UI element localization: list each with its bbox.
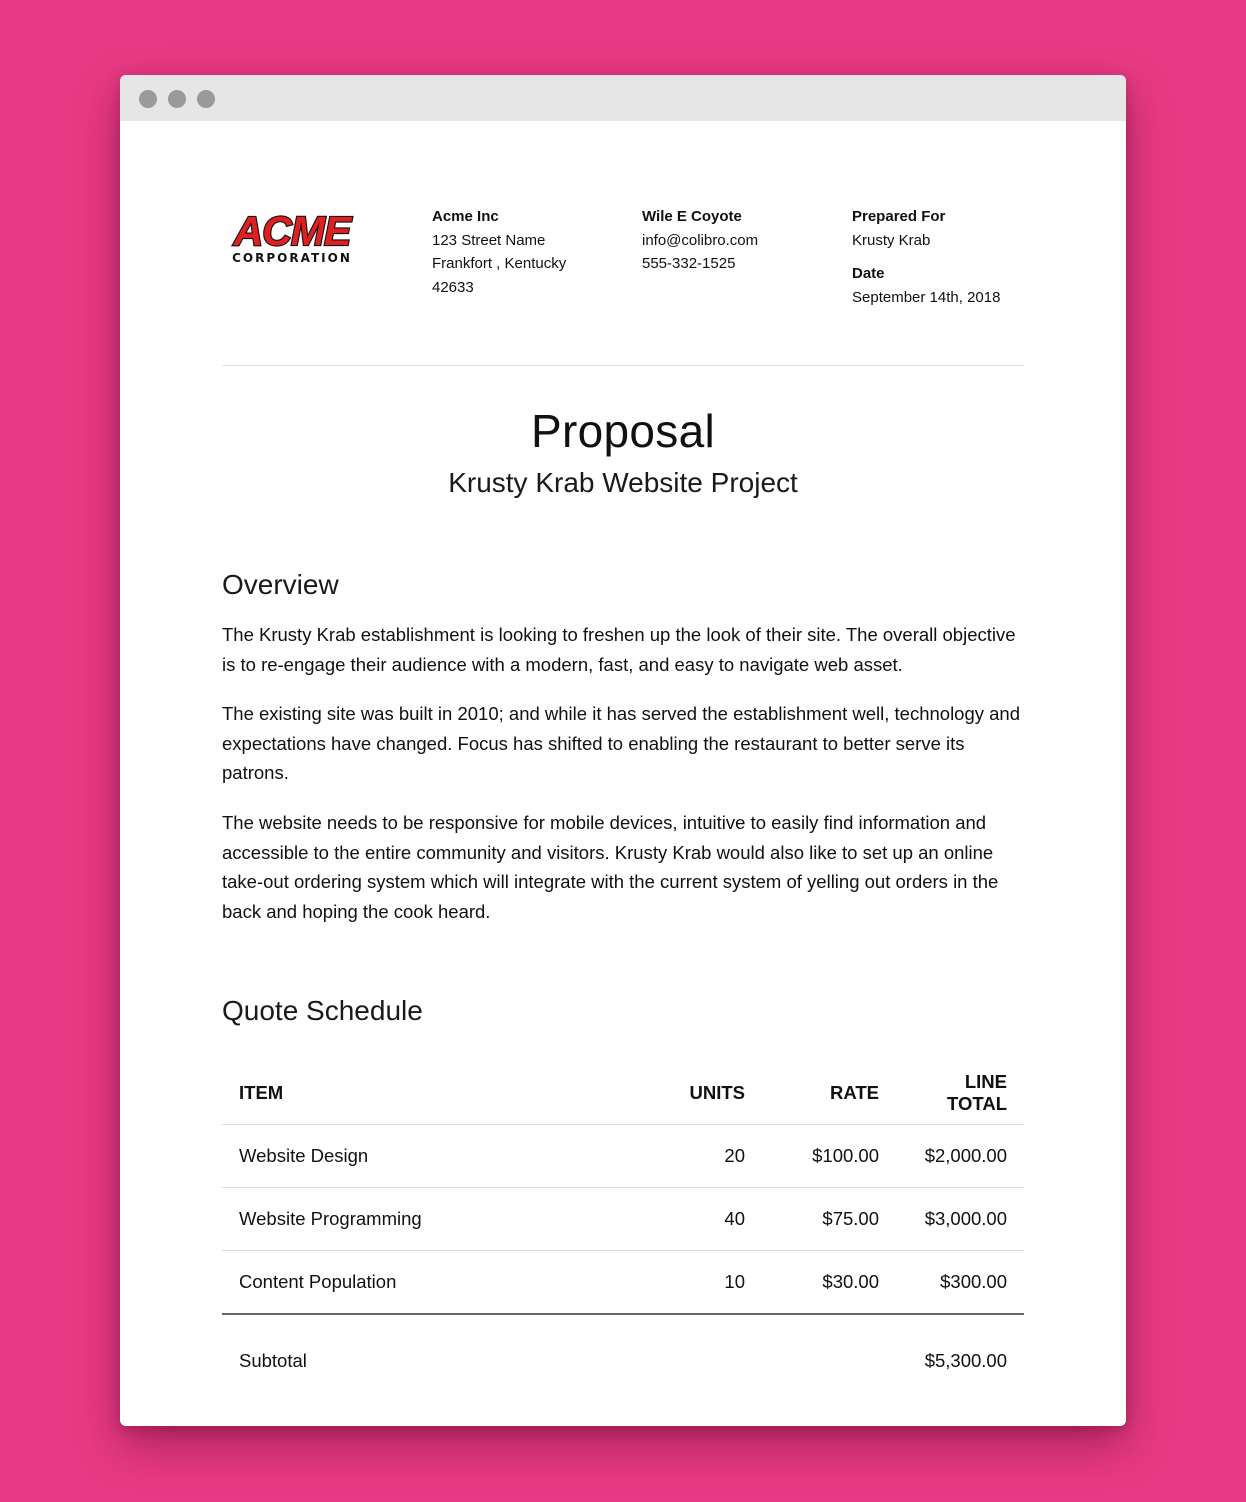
company-street: 123 Street Name (432, 231, 546, 249)
browser-window (120, 75, 1126, 1426)
subtotal-value: $5,300.00 (924, 1350, 1007, 1372)
contact-name: Wile E Coyote (642, 208, 742, 225)
overview-heading: Overview (222, 569, 339, 600)
document-body (222, 121, 1024, 1407)
subtotal-row (222, 1314, 1024, 1407)
window-control-dot[interactable] (168, 90, 186, 108)
line-total-cell: $3,000.00 (896, 1188, 1024, 1251)
window-control-dot[interactable] (197, 90, 215, 108)
logo-tagline: CORPORATION (232, 251, 352, 265)
date-value: September 14th, 2018 (852, 288, 1001, 306)
overview-paragraph: The existing site was built in 2010; and while it has served the establishment well, technology and expectations have changed. Focus has shifted to enabling the restaurant to better serve its patrons. (222, 703, 1021, 784)
document-header (222, 121, 1024, 366)
quote-table (222, 1062, 1024, 1407)
quote-schedule-heading: Quote Schedule (222, 995, 423, 1027)
column-header-item: ITEM (222, 1062, 662, 1125)
table-row (222, 1125, 1024, 1188)
acme-logo (222, 207, 362, 267)
table-row (222, 1188, 1024, 1251)
company-zip: 42633 (432, 278, 474, 296)
contact-email[interactable]: info@colibro.com (642, 231, 759, 249)
item-cell: Website Programming (222, 1188, 662, 1251)
window-control-dot[interactable] (139, 90, 157, 108)
company-info (432, 205, 612, 299)
overview-paragraph: The Krusty Krab establishment is looking to freshen up the look of their site. The overall objective is to re-engage their audience with a modern, fast, and easy to navigate web asset. (222, 624, 1016, 675)
units-cell: 40 (662, 1188, 762, 1251)
line-total-cell: $300.00 (896, 1251, 1024, 1315)
overview-paragraph: The website needs to be responsive for mobile devices, intuitive to easily find information and accessible to the entire community and visitors. Krusty Krab would also like to set up an online take-out ordering system which will integrate with the current system of yelling out orders in the back and hoping the cook heard. (222, 811, 999, 922)
company-name: Acme Inc (432, 208, 499, 225)
company-city-state: Frankfort , Kentucky (432, 255, 567, 272)
prepared-info (852, 205, 1032, 309)
table-row (222, 1251, 1024, 1315)
logo-wordmark: ACME (233, 208, 351, 254)
subtotal-label: Subtotal (239, 1350, 307, 1372)
rate-cell: $75.00 (762, 1188, 896, 1251)
table-header-row (222, 1062, 1024, 1125)
window-titlebar (120, 75, 1126, 121)
units-cell: 10 (662, 1251, 762, 1315)
date-label: Date (852, 265, 885, 282)
units-cell: 20 (662, 1125, 762, 1188)
item-cell: Content Population (222, 1251, 662, 1315)
rate-cell: $30.00 (762, 1251, 896, 1315)
contact-phone: 555-332-1525 (642, 255, 736, 272)
item-cell: Website Design (222, 1125, 662, 1188)
line-total-cell: $2,000.00 (896, 1125, 1024, 1188)
client-name: Krusty Krab (852, 231, 931, 249)
rate-cell: $100.00 (762, 1125, 896, 1188)
contact-info (642, 205, 822, 276)
column-header-rate: RATE (762, 1062, 896, 1125)
document-title: Proposal (531, 405, 715, 457)
column-header-line-total: LINE TOTAL (896, 1062, 1024, 1125)
column-header-units: UNITS (662, 1062, 762, 1125)
prepared-for-label: Prepared For (852, 208, 946, 225)
document-subtitle: Krusty Krab Website Project (448, 467, 798, 498)
